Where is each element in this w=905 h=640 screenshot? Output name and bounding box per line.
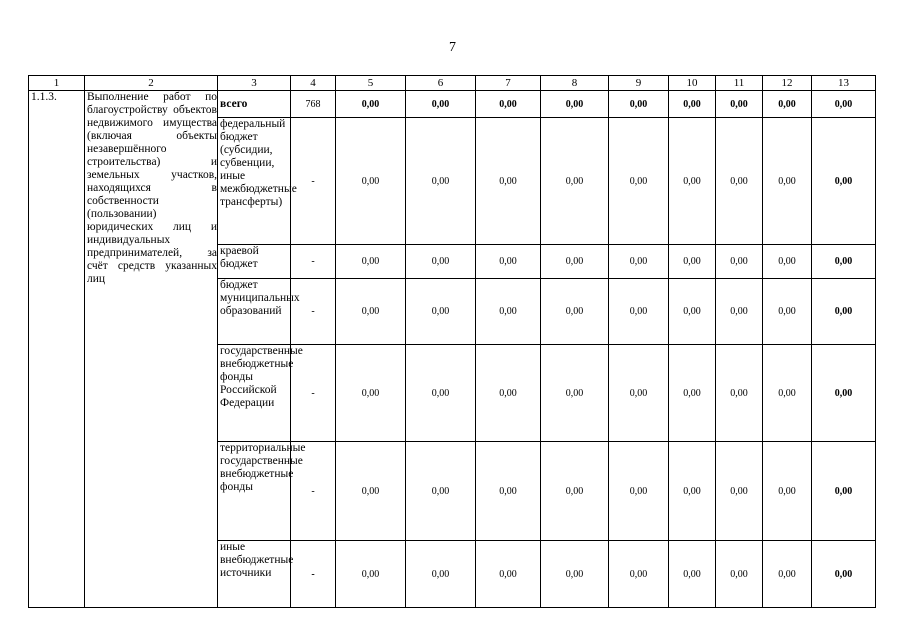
cell-col4: - — [291, 245, 336, 279]
cell-value: 0,00 — [609, 118, 669, 245]
cell-value: 0,00 — [609, 442, 669, 541]
cell-value: 0,00 — [476, 279, 541, 345]
cell-value: 0,00 — [541, 245, 609, 279]
cell-value: 0,00 — [669, 118, 716, 245]
cell-value: 0,00 — [541, 345, 609, 442]
cell-col4: - — [291, 541, 336, 608]
cell-value: 0,00 — [716, 245, 763, 279]
cell-value: 0,00 — [716, 442, 763, 541]
cell-value: 0,00 — [763, 442, 812, 541]
column-number: 13 — [812, 76, 876, 91]
cell-value: 0,00 — [336, 118, 406, 245]
cell-value: 0,00 — [541, 541, 609, 608]
cell-value: 0,00 — [336, 541, 406, 608]
cell-value: 0,00 — [406, 541, 476, 608]
funding-source: бюджет муниципальных образований — [218, 279, 291, 345]
cell-value: 0,00 — [716, 118, 763, 245]
cell-value: 0,00 — [763, 279, 812, 345]
cell-value: 0,00 — [763, 91, 812, 118]
cell-value: 0,00 — [812, 279, 876, 345]
column-number: 1 — [29, 76, 85, 91]
cell-col4: 768 — [291, 91, 336, 118]
column-number: 8 — [541, 76, 609, 91]
cell-value: 0,00 — [763, 118, 812, 245]
budget-table — [28, 75, 876, 608]
column-number: 6 — [406, 76, 476, 91]
funding-source: краевой бюджет — [218, 245, 291, 279]
cell-value: 0,00 — [716, 345, 763, 442]
cell-value: 0,00 — [336, 245, 406, 279]
cell-value: 0,00 — [609, 91, 669, 118]
column-number: 9 — [609, 76, 669, 91]
cell-value: 0,00 — [669, 245, 716, 279]
cell-value: 0,00 — [406, 279, 476, 345]
column-number-row — [29, 76, 876, 91]
cell-value: 0,00 — [336, 442, 406, 541]
cell-value: 0,00 — [406, 345, 476, 442]
cell-value: 0,00 — [406, 442, 476, 541]
cell-value: 0,00 — [812, 345, 876, 442]
cell-value: 0,00 — [812, 541, 876, 608]
cell-value: 0,00 — [763, 541, 812, 608]
cell-value: 0,00 — [541, 91, 609, 118]
cell-value: 0,00 — [336, 91, 406, 118]
column-number: 11 — [716, 76, 763, 91]
cell-value: 0,00 — [669, 442, 716, 541]
cell-value: 0,00 — [541, 118, 609, 245]
cell-col4: - — [291, 345, 336, 442]
cell-value: 0,00 — [476, 245, 541, 279]
cell-value: 0,00 — [476, 541, 541, 608]
cell-value: 0,00 — [476, 118, 541, 245]
cell-value: 0,00 — [812, 91, 876, 118]
cell-value: 0,00 — [716, 91, 763, 118]
funding-source: государственные внебюджетные фонды Российской Федерации — [218, 345, 291, 442]
cell-value: 0,00 — [812, 245, 876, 279]
cell-value: 0,00 — [669, 345, 716, 442]
funding-source: иные внебюджетные источники — [218, 541, 291, 608]
cell-col4: - — [291, 279, 336, 345]
cell-value: 0,00 — [609, 345, 669, 442]
cell-value: 0,00 — [609, 245, 669, 279]
cell-col4: - — [291, 442, 336, 541]
column-number: 5 — [336, 76, 406, 91]
cell-value: 0,00 — [669, 91, 716, 118]
column-number: 12 — [763, 76, 812, 91]
cell-value: 0,00 — [716, 279, 763, 345]
cell-value: 0,00 — [669, 279, 716, 345]
funding-source: федеральный бюджет (субсидии, субвенции, иные межбюджетные трансферты) — [218, 118, 291, 245]
cell-value: 0,00 — [336, 279, 406, 345]
page-number: 7 — [449, 40, 456, 55]
table-row — [29, 91, 876, 118]
cell-value: 0,00 — [336, 345, 406, 442]
funding-source: территориальные государственные внебюджетные фонды — [218, 442, 291, 541]
cell-value: 0,00 — [541, 279, 609, 345]
column-number: 7 — [476, 76, 541, 91]
cell-col4: - — [291, 118, 336, 245]
cell-value: 0,00 — [476, 442, 541, 541]
cell-value: 0,00 — [763, 245, 812, 279]
cell-value: 0,00 — [669, 541, 716, 608]
item-description: Выполнение работ по благоустройству объектов недвижимого имущества (включая объекты незавершённого строительства) и земельных участков, находящихся в собственности (пользовании) юридических лиц и индивидуальных предпринимателей, за счёт средств указанных лиц — [85, 91, 218, 608]
cell-value: 0,00 — [609, 541, 669, 608]
cell-value: 0,00 — [609, 279, 669, 345]
cell-value: 0,00 — [812, 442, 876, 541]
cell-value: 0,00 — [406, 245, 476, 279]
column-number: 10 — [669, 76, 716, 91]
cell-value: 0,00 — [476, 345, 541, 442]
cell-value: 0,00 — [812, 118, 876, 245]
cell-value: 0,00 — [716, 541, 763, 608]
cell-value: 0,00 — [476, 91, 541, 118]
cell-value: 0,00 — [541, 442, 609, 541]
funding-source: всего — [218, 91, 291, 118]
cell-value: 0,00 — [763, 345, 812, 442]
column-number: 4 — [291, 76, 336, 91]
item-number: 1.1.3. — [29, 91, 85, 608]
cell-value: 0,00 — [406, 91, 476, 118]
cell-value: 0,00 — [406, 118, 476, 245]
column-number: 2 — [85, 76, 218, 91]
column-number: 3 — [218, 76, 291, 91]
